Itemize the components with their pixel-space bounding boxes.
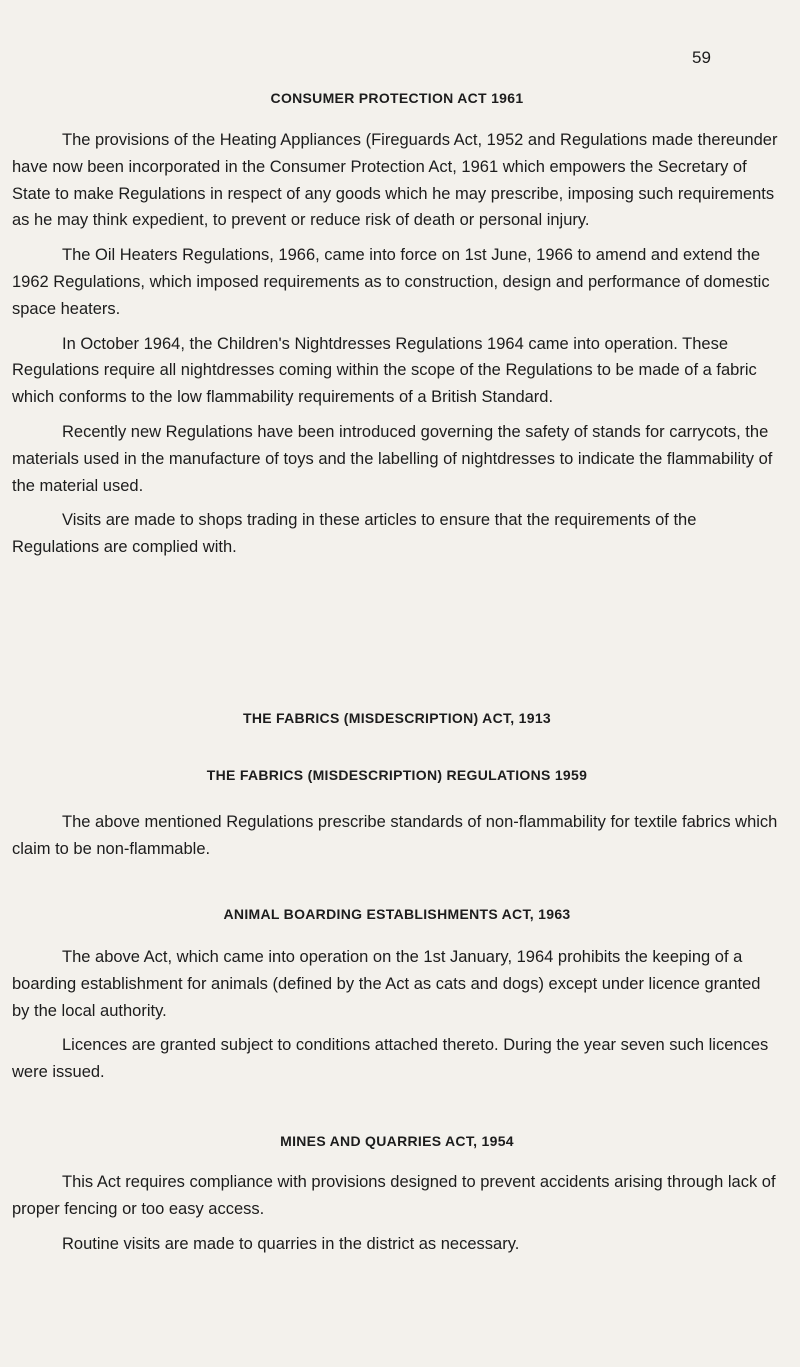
paragraph: Visits are made to shops trading in these articles to ensure that the requirements of the Regulations are complied with. (12, 511, 697, 557)
page-number: 59 (692, 48, 711, 67)
section-heading: CONSUMER PROTECTION ACT 1961 (270, 90, 524, 106)
section-heading: THE FABRICS (MISDESCRIPTION) REGULATIONS 1959 (206, 767, 588, 783)
section-fabrics-regulations (12, 767, 782, 863)
section-heading: ANIMAL BOARDING ESTABLISHMENTS ACT, 1963 (223, 906, 571, 922)
section-consumer-protection (12, 90, 782, 561)
paragraph: This Act requires compliance with provisions designed to prevent accidents arising through lack of proper fencing or too easy access. (12, 1173, 776, 1218)
paragraph: Licences are granted subject to conditions attached thereto. During the year seven such licences were issued. (12, 1036, 769, 1082)
section-animal-boarding (12, 906, 782, 1086)
paragraph: The Oil Heaters Regulations, 1966, came into force on 1st June, 1966 to amend and extend the 1962 Regulations, which imposed requirements as to construction, design and performance of domestic space heaters. (12, 246, 770, 318)
paragraph: Recently new Regulations have been introduced governing the safety of stands for carrycots, the materials used in the manufacture of toys and the labelling of nightdresses to indicate the flammability of the material used. (12, 422, 773, 495)
section-heading: THE FABRICS (MISDESCRIPTION) ACT, 1913 (242, 710, 552, 726)
paragraph: The above mentioned Regulations prescribe standards of non-flammability for textile fabrics which claim to be non-flammable. (12, 813, 778, 858)
paragraph: The provisions of the Heating Appliances (Fireguards Act, 1952 and Regulations made thereunder have now been incorporated in the Consumer Protection Act, 1961 which empowers the Secretary of State to make Regulations in respect of any goods which he may prescribe, imposing such requirements as he may think expedient, to prevent or reduce risk of death or personal injury. (12, 131, 778, 230)
section-heading: MINES AND QUARRIES ACT, 1954 (280, 1133, 514, 1149)
paragraph: Routine visits are made to quarries in the district as necessary. (62, 1234, 520, 1253)
paragraph: The above Act, which came into operation on the 1st January, 1964 prohibits the keeping of a boarding establishment for animals (defined by the Act as cats and dogs) except under licence granted by the local authority. (12, 948, 761, 1020)
section-fabrics-act (12, 710, 782, 726)
paragraph: In October 1964, the Children's Nightdresses Regulations 1964 came into operation. These Regulations require all nightdresses coming within the scope of the Regulations to be made of a fabric which conforms to the low flammability requirements of a British Standard. (12, 334, 757, 407)
section-mines-quarries (12, 1133, 782, 1257)
